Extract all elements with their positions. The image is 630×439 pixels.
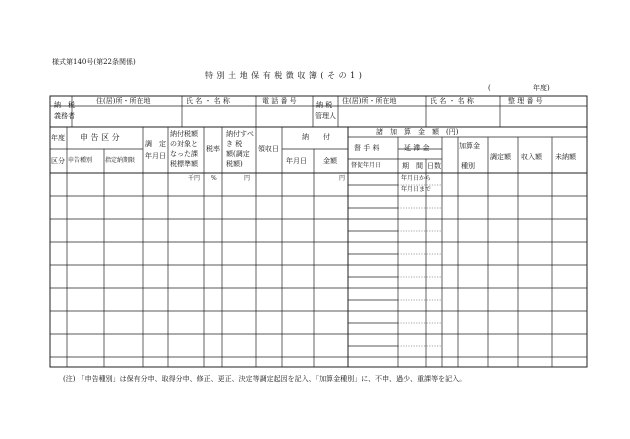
admin-label-1: 納 税 — [316, 101, 333, 109]
unit-thousand-yen: 千円 — [188, 175, 201, 182]
col-tax-base-1: 納付税額 — [170, 130, 198, 138]
unit-percent: % — [211, 175, 217, 182]
col-addition-1: 加算金 — [459, 142, 480, 150]
col-tax-base-2: の対象と — [170, 140, 198, 148]
taxpayer-label-1: 納 税 — [54, 101, 75, 109]
unit-yen-due: 円 — [244, 175, 251, 182]
col-assessed-date-2: 年月日 — [145, 152, 166, 160]
admin-label-2: 管理人 — [315, 112, 336, 120]
col-payment-amount: 金額 — [323, 157, 337, 165]
taxpayer-phone-header: 電 話 番 号 — [262, 97, 297, 105]
col-period: 期 間 — [402, 162, 423, 170]
col-addition-2: 種別 — [461, 162, 475, 170]
form-number: 様式第140号(第22条関係) — [52, 58, 136, 66]
unit-yen-paid: 円 — [339, 175, 346, 182]
taxpayer-label-2: 義務者 — [54, 112, 75, 120]
taxpayer-address-header: 住(居)所・所在地 — [96, 97, 151, 105]
col-tax-due-1: 納付すべ — [226, 130, 254, 138]
col-payment-group: 納 付 — [302, 133, 330, 141]
page-title: 特 別 土 地 保 有 税 徴 収 簿 ( そ の 1 ) — [205, 71, 363, 80]
admin-address-header: 住(居)所・所在地 — [342, 97, 397, 105]
col-tax-base-3: なった課 — [170, 150, 198, 158]
col-assessed-date-1: 調 定 — [145, 140, 166, 148]
admin-name-header: 氏 名 ・ 名 称 — [430, 97, 474, 105]
year-label: 年度) — [533, 84, 550, 92]
col-received-amount: 収入額 — [521, 153, 542, 161]
footnote: (注) 「申告種別」は保有分申、取得分申、修正、更正、決定等調定起因を記入、「加算金種別」に、不申、過少、重課等を記入。 — [63, 375, 467, 383]
col-surcharges: 諸 加 算 金 額 (円) — [376, 128, 459, 136]
row1-from: 年月日から — [401, 175, 432, 182]
col-assessed-amount: 調定額 — [490, 153, 511, 161]
col-tax-rate: 税率 — [206, 145, 220, 153]
col-declaration-group: 申 告 区 分 — [80, 133, 120, 142]
col-payment-date: 年月日 — [286, 157, 307, 165]
row1-to: 年月日まで — [401, 186, 432, 193]
col-fee: 督 手 料 — [354, 144, 380, 152]
col-tax-due-3: 額(調定 — [226, 150, 250, 158]
admin-serial-header: 整 理 番 号 — [508, 97, 543, 105]
col-division: 区分 — [51, 157, 65, 165]
taxpayer-name-header: 氏 名 ・ 名 称 — [186, 97, 230, 105]
col-fee-sub: 督促年月日 — [351, 162, 382, 169]
col-collected-by: 領収日 — [258, 145, 279, 153]
col-fiscal-year: 年度 — [51, 134, 65, 142]
col-tax-due-2: き 税 — [226, 140, 243, 148]
col-unpaid-amount: 未納額 — [555, 153, 576, 161]
col-tax-due-4: 税額) — [226, 160, 243, 168]
year-open-paren: ( — [488, 84, 491, 92]
col-days: 日数 — [427, 162, 441, 170]
col-delay: 延 滞 金 — [404, 144, 430, 152]
col-designated-deadline: 指定納期限 — [105, 157, 136, 164]
col-tax-base-4: 税標準額 — [170, 160, 198, 168]
col-declaration-type: 申告種別 — [68, 157, 93, 164]
